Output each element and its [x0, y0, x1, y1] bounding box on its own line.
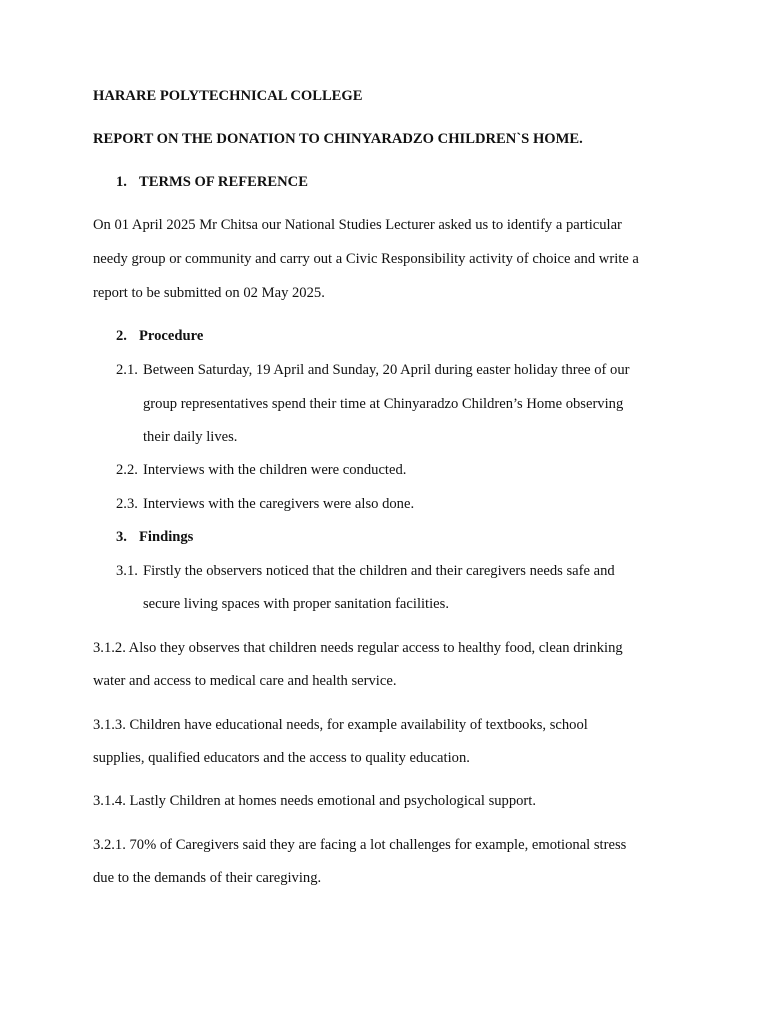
finding-3-1-3-line-2: supplies, qualified educators and the access to quality education. — [93, 750, 470, 766]
finding-3-1-3-line-1: 3.1.3. Children have educational needs, for example availability of textbooks, school — [93, 717, 588, 733]
terms-line-1: On 01 April 2025 Mr Chitsa our National Studies Lecturer asked us to identify a particular — [93, 217, 622, 233]
college-name: HARARE POLYTECHNICAL COLLEGE — [93, 88, 363, 104]
findings-3-1-number: 3.1. — [116, 563, 138, 579]
procedure-2-2-number: 2.2. — [116, 462, 138, 478]
section-3-number: 3. — [116, 529, 127, 545]
finding-3-1-2-line-2: water and access to medical care and health service. — [93, 673, 397, 689]
procedure-2-1-number: 2.1. — [116, 362, 138, 378]
procedure-2-1-line-1: Between Saturday, 19 April and Sunday, 20 April during easter holiday three of our — [143, 362, 630, 378]
procedure-2-1-line-3: their daily lives. — [143, 429, 238, 445]
terms-line-2: needy group or community and carry out a Civic Responsibility activity of choice and write a — [93, 251, 639, 267]
section-1-heading: TERMS OF REFERENCE — [139, 174, 308, 190]
finding-3-2-1-line-1: 3.2.1. 70% of Caregivers said they are facing a lot challenges for example, emotional stress — [93, 837, 627, 853]
procedure-2-3-number: 2.3. — [116, 496, 138, 512]
terms-line-3: report to be submitted on 02 May 2025. — [93, 285, 325, 301]
procedure-2-3-line-1: Interviews with the caregivers were also done. — [143, 496, 415, 512]
section-2-heading: Procedure — [139, 328, 204, 344]
finding-3-1-2-line-1: 3.1.2. Also they observes that children needs regular access to healthy food, clean drinking — [93, 640, 623, 656]
section-1-number: 1. — [116, 174, 127, 190]
section-2-number: 2. — [116, 328, 127, 344]
procedure-2-1-line-2: group representatives spend their time at Chinyaradzo Children’s Home observing — [143, 396, 624, 412]
report-title: REPORT ON THE DONATION TO CHINYARADZO CHILDREN`S HOME. — [93, 131, 583, 147]
finding-3-1-4-line-1: 3.1.4. Lastly Children at homes needs emotional and psychological support. — [93, 793, 537, 809]
section-3-heading: Findings — [139, 529, 194, 545]
procedure-2-2-line-1: Interviews with the children were conducted. — [143, 462, 407, 478]
findings-3-1-line-2: secure living spaces with proper sanitation facilities. — [143, 596, 449, 612]
findings-3-1-line-1: Firstly the observers noticed that the children and their caregivers needs safe and — [143, 563, 615, 579]
finding-3-2-1-line-2: due to the demands of their caregiving. — [93, 870, 322, 886]
